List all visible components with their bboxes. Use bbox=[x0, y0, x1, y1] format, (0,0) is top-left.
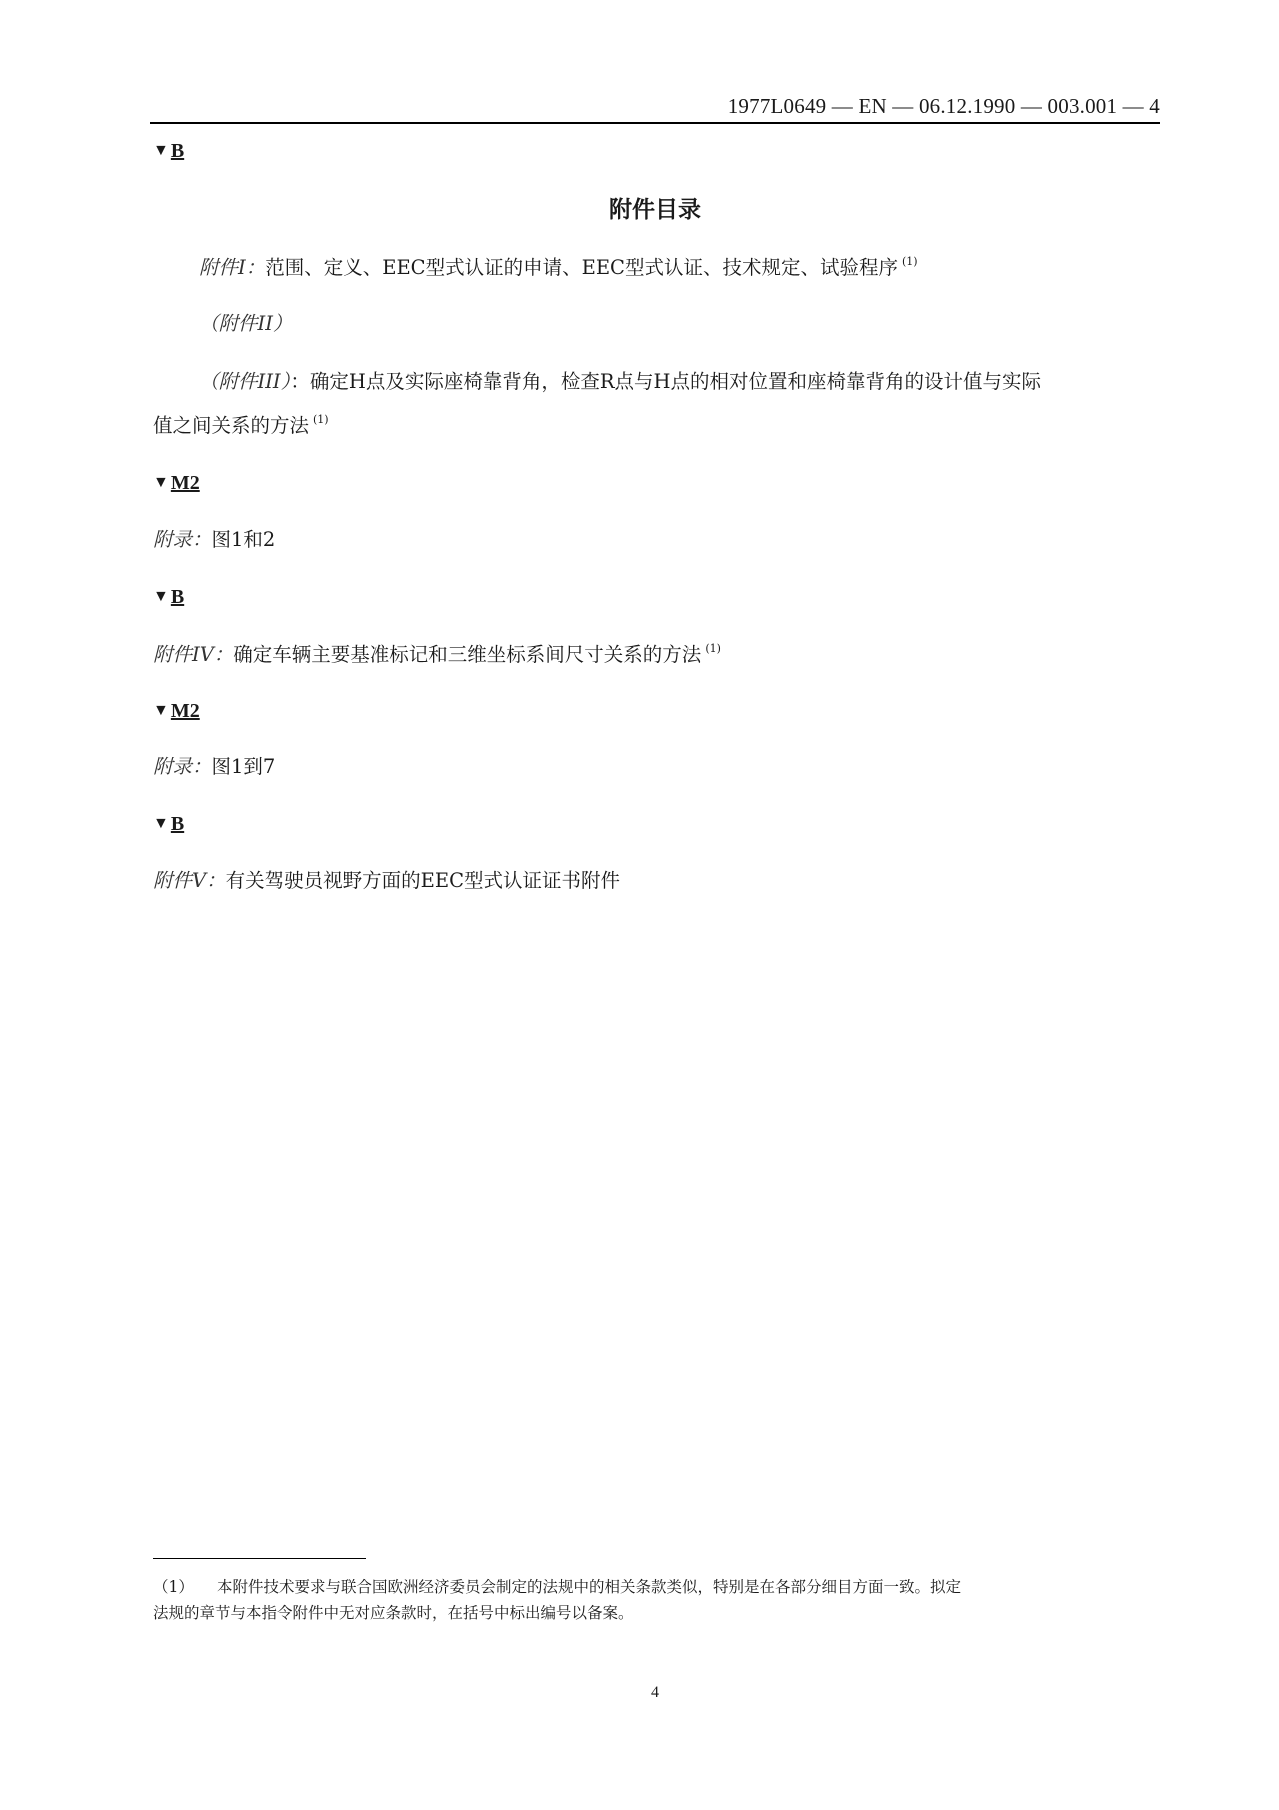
appendix-1-label: 附录： bbox=[153, 528, 212, 551]
annex-1-label: 附件I： bbox=[199, 256, 266, 279]
annex-5-text: 有关驾驶员视野方面的EEC型式认证证书附件 bbox=[225, 869, 620, 892]
marker-arrow-icon: ▼ bbox=[153, 702, 169, 719]
page-number: 4 bbox=[651, 1684, 659, 1701]
marker-arrow-icon: ▼ bbox=[153, 815, 169, 832]
footnote-ref: (1) bbox=[901, 255, 918, 268]
marker-code: M2 bbox=[170, 472, 200, 494]
running-header bbox=[150, 90, 1160, 124]
appendix-2-text: 图1到7 bbox=[211, 755, 276, 778]
amendment-marker-b bbox=[153, 586, 184, 609]
annex-3-label: （附件III） bbox=[199, 370, 291, 393]
footnote-divider bbox=[153, 1558, 366, 1559]
marker-code: M2 bbox=[170, 700, 200, 722]
annex-5-label: 附件V： bbox=[153, 869, 226, 892]
marker-arrow-icon: ▼ bbox=[153, 474, 169, 491]
marker-arrow-icon: ▼ bbox=[153, 142, 169, 159]
annex-3-entry-line-1 bbox=[199, 372, 1041, 392]
annex-2-label: （附件II） bbox=[199, 312, 293, 335]
marker-code: B bbox=[170, 586, 185, 608]
appendix-1-text: 图1和2 bbox=[211, 528, 276, 551]
annex-1-text: 范围、定义、EEC型式认证的申请、EEC型式认证、技术规定、试验程序 bbox=[265, 256, 898, 279]
annex-2-entry bbox=[199, 314, 292, 334]
amendment-marker-b bbox=[153, 813, 184, 836]
footnote-text-cont: 法规的章节与本指令附件中无对应条款时，在括号中标出编号以备案。 bbox=[153, 1604, 634, 1622]
annex-5-entry bbox=[153, 871, 620, 891]
appendix-2-label: 附录： bbox=[153, 755, 212, 778]
appendix-2-entry bbox=[153, 757, 275, 777]
amendment-marker-m2 bbox=[153, 700, 200, 723]
document-title: 附件目录 bbox=[609, 197, 701, 223]
annex-4-label: 附件IV： bbox=[153, 643, 234, 666]
annex-4-text: 确定车辆主要基准标记和三维坐标系间尺寸关系的方法 bbox=[233, 643, 702, 666]
annex-3-text-cont: 值之间关系的方法 bbox=[153, 414, 310, 437]
annex-3-text: ：确定H点及实际座椅靠背角，检查R点与H点的相对位置和座椅靠背角的设计值与实际 bbox=[290, 370, 1042, 393]
amendment-marker-b bbox=[153, 140, 184, 163]
marker-arrow-icon: ▼ bbox=[153, 588, 169, 605]
footnote-ref: (1) bbox=[705, 642, 721, 655]
footnote bbox=[153, 1574, 1153, 1626]
amendment-marker-m2 bbox=[153, 472, 200, 495]
footnote-ref: (1) bbox=[313, 413, 329, 426]
footnote-number: （1） bbox=[153, 1578, 194, 1596]
marker-code: B bbox=[170, 140, 185, 162]
annex-3-entry-line-2 bbox=[153, 414, 329, 436]
annex-1-entry bbox=[199, 256, 918, 278]
footnote-text: 本附件技术要求与联合国欧洲经济委员会制定的法规中的相关条款类似，特别是在各部分细目方面一致。拟定 bbox=[217, 1578, 962, 1596]
running-head-text: 1977L0649 — EN — 06.12.1990 — 003.001 — 4 bbox=[727, 94, 1160, 118]
appendix-1-entry bbox=[153, 530, 275, 550]
marker-code: B bbox=[170, 813, 185, 835]
annex-4-entry bbox=[153, 643, 721, 665]
